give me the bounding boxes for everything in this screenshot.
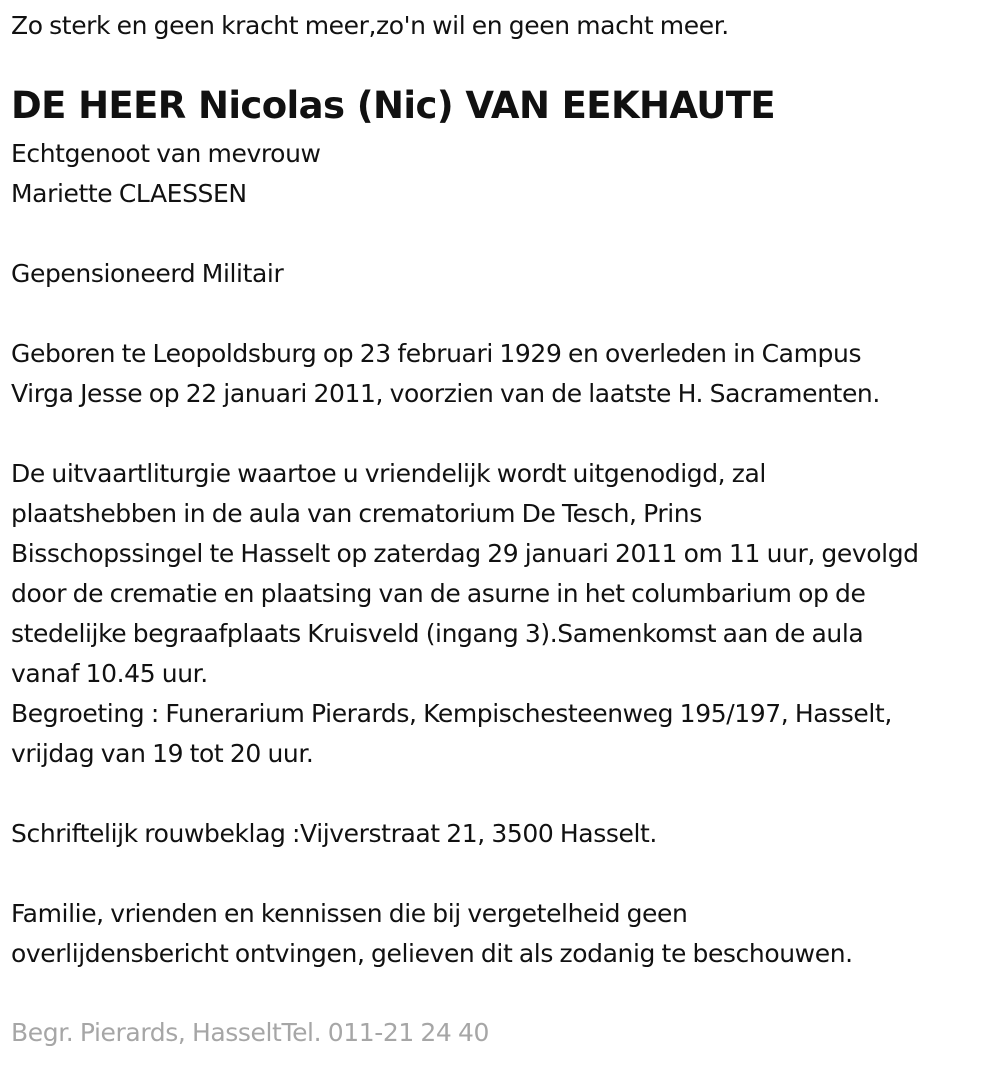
paragraph-line: vrijdag van 19 tot 20 uur. xyxy=(11,739,314,768)
motto-text: Zo sterk en geen kracht meer,zo'n wil en geen macht meer. xyxy=(11,11,729,40)
greeting-paragraph xyxy=(11,694,919,774)
spacer xyxy=(11,214,919,254)
paragraph-line: stedelijke begraafplaats Kruisveld (ingang 3).Samenkomst aan de aula xyxy=(11,619,864,648)
condolence-address: Schriftelijk rouwbeklag :Vijverstraat 21, 3500 Hasselt. xyxy=(11,819,657,848)
paragraph-line: Virga Jesse op 22 januari 2011, voorzien van de laatste H. Sacramenten. xyxy=(11,379,880,408)
profession-text: Gepensioneerd Militair xyxy=(11,259,284,288)
spacer xyxy=(11,774,919,814)
funeral-paragraph xyxy=(11,454,919,694)
spacer xyxy=(11,414,919,454)
paragraph-line: plaatshebben in de aula van crematorium De Tesch, Prins xyxy=(11,499,702,528)
spacer xyxy=(11,294,919,334)
paragraph-line: Begroeting : Funerarium Pierards, Kempischesteenweg 195/197, Hasselt, xyxy=(11,699,892,728)
spouse-line: Echtgenoot van mevrouw xyxy=(11,139,321,168)
paragraph-line: Geboren te Leopoldsburg op 23 februari 1929 en overleden in Campus xyxy=(11,339,862,368)
paragraph-line: Familie, vrienden en kennissen die bij vergetelheid geen xyxy=(11,899,688,928)
spacer xyxy=(11,854,919,894)
funeral-home-footer: Begr. Pierards, HasseltTel. 011-21 24 40 xyxy=(11,1018,489,1047)
birth-death-paragraph xyxy=(11,334,919,414)
notice-paragraph xyxy=(11,894,919,974)
paragraph-line: door de crematie en plaatsing van de asurne in het columbarium op de xyxy=(11,579,866,608)
obituary-body xyxy=(11,134,919,974)
paragraph-line: De uitvaartliturgie waartoe u vriendelijk wordt uitgenodigd, zal xyxy=(11,459,766,488)
spouse-name: Mariette CLAESSEN xyxy=(11,179,247,208)
paragraph-line: Bisschopssingel te Hasselt op zaterdag 29 januari 2011 om 11 uur, gevolgd xyxy=(11,539,919,568)
deceased-name: DE HEER Nicolas (Nic) VAN EEKHAUTE xyxy=(11,84,776,127)
paragraph-line: vanaf 10.45 uur. xyxy=(11,659,208,688)
paragraph-line: overlijdensbericht ontvingen, gelieven dit als zodanig te beschouwen. xyxy=(11,939,853,968)
